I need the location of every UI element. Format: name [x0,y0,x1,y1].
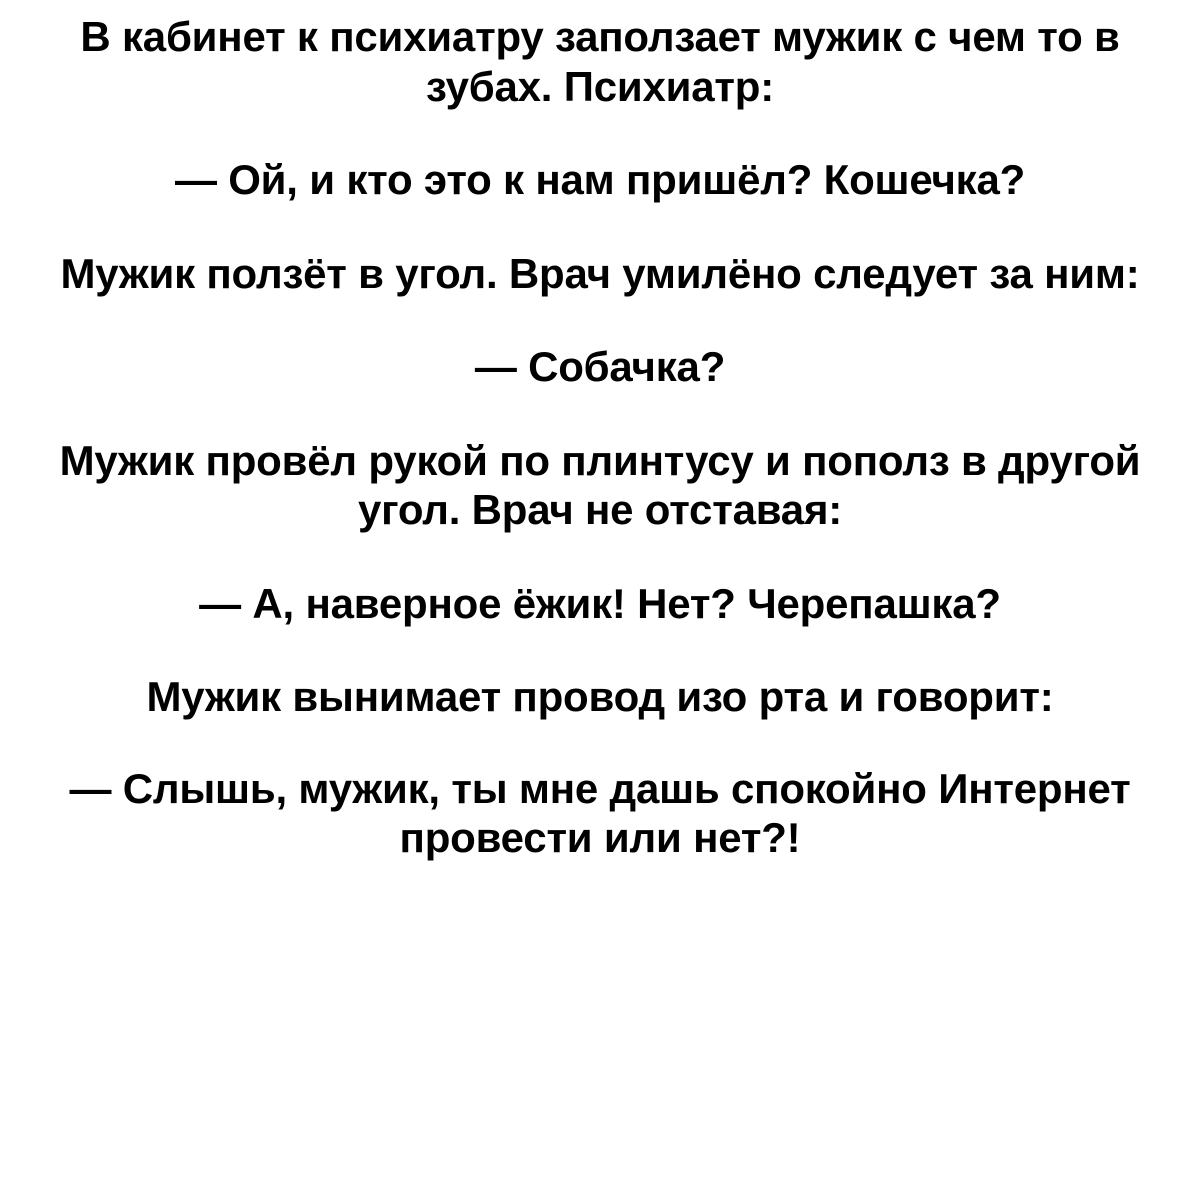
joke-paragraph-4: — Собачка? [474,343,726,391]
joke-paragraph-5: Мужик провёл рукой по плинтусу и пополз в другой угол. Врач не отставая: [59,436,1141,534]
joke-paragraph-1: В кабинет к психиатру заползает мужик с чем то в зубах. Психиатр: [80,13,1120,110]
joke-paragraph-8: — Слышь, мужик, ты мне дашь спокойно Интернет провести или нет?! [69,764,1131,862]
joke-paragraph-2: — Ой, и кто это к нам пришёл? Кошечка? [174,156,1026,204]
joke-paragraph-7: Мужик вынимает провод изо рта и говорит: [146,673,1054,721]
joke-paragraph-3: Мужик ползёт в угол. Врач умилёно следует за ним: [60,249,1140,297]
joke-paragraph-6: — А, наверное ёжик! Нет? Черепашка? [199,579,1001,627]
